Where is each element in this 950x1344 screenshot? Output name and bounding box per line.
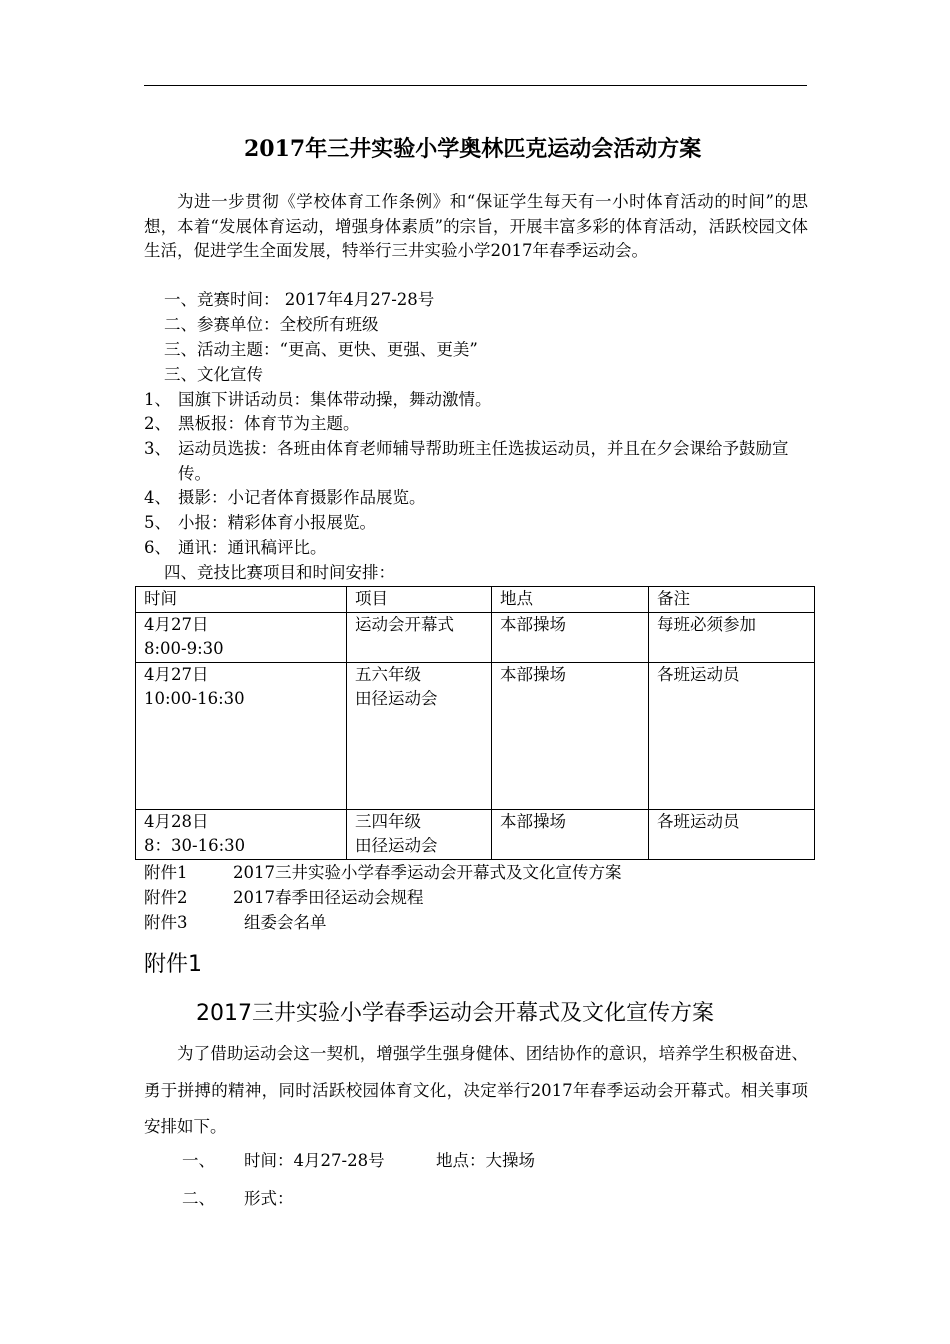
item-competition-time: 一、竞赛时间： 2017年4月27-28号 [164, 290, 435, 309]
header-item: 项目 [347, 587, 492, 613]
cell-item-line: 五六年级 [355, 664, 421, 684]
publicity-number: 4、 [144, 488, 171, 507]
publicity-number: 5、 [144, 513, 171, 532]
cell-place: 本部操场 [492, 662, 649, 809]
cell-place: 本部操场 [492, 612, 649, 662]
cell-item-line: 田径运动会 [355, 689, 438, 708]
cell-item-line: 运动会开幕式 [355, 614, 454, 634]
schedule-heading: 四、竞技比赛项目和时间安排： [164, 563, 395, 582]
attachment1-item1-time: 时间：4月27-28号 [244, 1151, 385, 1170]
cell-hours: 8:00-9:30 [144, 639, 224, 658]
cell-item [347, 809, 492, 859]
cell-note: 每班必须参加 [649, 612, 815, 662]
cell-item-line: 三四年级 [355, 811, 421, 831]
table-header-row [136, 587, 815, 613]
publicity-item [144, 536, 808, 561]
cell-item-line: 田径运动会 [355, 836, 438, 855]
cell-note: 各班运动员 [649, 662, 815, 809]
cell-date: 4月27日 [144, 664, 209, 684]
publicity-number: 1、 [144, 390, 171, 409]
cell-item [347, 662, 492, 809]
attachment-text: 2017三井实验小学春季运动会开幕式及文化宣传方案 [233, 863, 622, 882]
header-time: 时间 [136, 587, 347, 613]
publicity-number: 2、 [144, 414, 171, 433]
intro-text: 为进一步贯彻《学校体育工作条例》和“保证学生每天有一小时体育活动的时间”的思想，本着“发展体育运动，增强身体素质”的宗旨，开展丰富多彩的体育活动，活跃校园文体生活，促进学生全面发展，特举行三井实验小学2017年春季运动会。 [144, 192, 808, 260]
cell-place: 本部操场 [492, 809, 649, 859]
publicity-item [144, 412, 808, 437]
attachment1-heading: 附件1 [144, 952, 202, 977]
cell-date: 4月28日 [144, 811, 209, 831]
table-row [136, 809, 815, 859]
attachment1-item2-text: 形式： [244, 1189, 294, 1208]
item-publicity: 三、文化宣传 [164, 365, 263, 384]
attachment1-body-text: 为了借助运动会这一契机，增强学生强身健体、团结协作的意识，培养学生积极奋进、勇于拼搏的精神，同时活跃校园体育文化，决定举行2017年春季运动会开幕式。相关事项安排如下。 [144, 1044, 808, 1136]
publicity-text: 运动员选拔：各班由体育老师辅导帮助班主任选拔运动员，并且在夕会课给予鼓励宣传。 [178, 439, 789, 483]
publicity-text: 小报：精彩体育小报展览。 [178, 513, 376, 532]
schedule-table [135, 586, 815, 860]
cell-time [136, 809, 347, 859]
item-theme: 三、活动主题：“更高、更快、更强、更美” [164, 340, 478, 359]
cell-hours: 10:00-16:30 [144, 689, 245, 708]
attachment-text: 2017春季田径运动会规程 [233, 888, 424, 907]
cell-time [136, 612, 347, 662]
publicity-text: 黑板报：体育节为主题。 [178, 414, 360, 433]
publicity-item [144, 486, 808, 511]
item-participants: 二、参赛单位：全校所有班级 [164, 315, 379, 334]
cell-item [347, 612, 492, 662]
publicity-text: 摄影：小记者体育摄影作品展览。 [178, 488, 426, 507]
header-rule [144, 85, 807, 86]
attachment1-title: 2017三井实验小学春季运动会开幕式及文化宣传方案 [196, 1001, 714, 1026]
publicity-item [144, 437, 808, 486]
cell-time [136, 662, 347, 809]
publicity-text: 通讯：通讯稿评比。 [178, 538, 327, 557]
table-row [136, 612, 815, 662]
attachment1-body [144, 1036, 808, 1146]
cell-date: 4月27日 [144, 614, 209, 634]
intro-paragraph [144, 190, 808, 264]
attachment-label: 附件3 [144, 913, 188, 932]
publicity-item [144, 511, 808, 536]
document-title: 2017年三井实验小学奥林匹克运动会活动方案 [244, 136, 702, 162]
attachment-label: 附件2 [144, 888, 188, 907]
cell-hours: 8：30-16:30 [144, 836, 246, 855]
attachment1-item1-place: 地点：大操场 [436, 1151, 535, 1170]
attachment1-item1-number: 一、 [182, 1151, 215, 1170]
attachment-label: 附件1 [144, 863, 188, 882]
publicity-number: 3、 [144, 439, 171, 458]
header-note: 备注 [649, 587, 815, 613]
header-place: 地点 [492, 587, 649, 613]
table-row [136, 662, 815, 809]
cell-note: 各班运动员 [649, 809, 815, 859]
publicity-number: 6、 [144, 538, 171, 557]
attachment1-item2-number: 二、 [182, 1189, 215, 1208]
attachment-text: 组委会名单 [244, 913, 327, 932]
publicity-item [144, 388, 808, 413]
publicity-text: 国旗下讲话动员：集体带动操，舞动激情。 [178, 390, 492, 409]
